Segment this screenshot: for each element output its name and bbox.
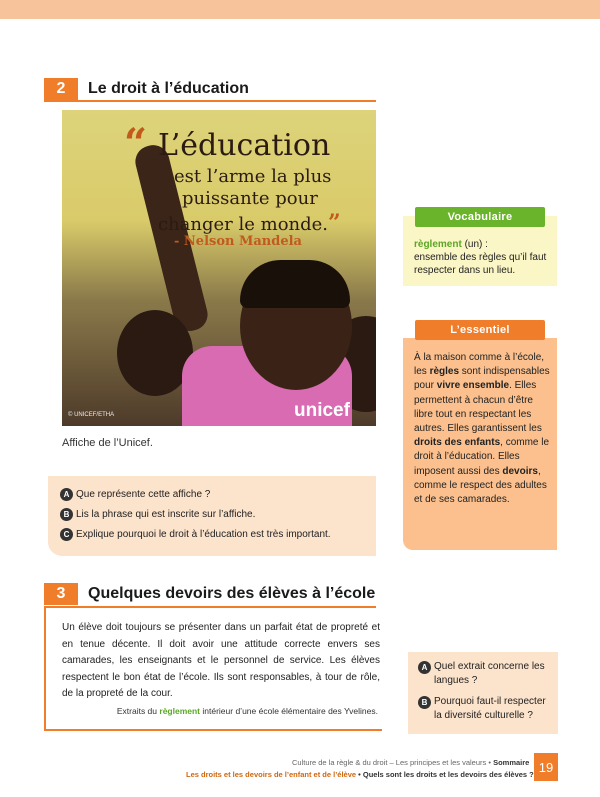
source-post: intérieur d’une école élémentaire des Yvelines. <box>200 706 378 716</box>
question-b <box>60 508 255 521</box>
letter-b-icon: B <box>418 696 431 709</box>
poster-quote-line-4 <box>158 210 341 236</box>
footer-chapter <box>186 770 534 779</box>
essential-tag: L’essentiel <box>415 320 545 340</box>
quote-open-mark: “ <box>124 120 148 167</box>
essential-bold: règles <box>429 366 460 378</box>
child-hair <box>240 260 350 308</box>
letter-a-icon: A <box>418 661 431 674</box>
poster-quote-line-1: L’éducation <box>158 128 331 163</box>
vocabulary-tag: Vocabulaire <box>415 207 545 227</box>
essential-part: À la maison comme à l’école, les <box>414 352 545 378</box>
question-b <box>418 695 553 723</box>
unicef-poster <box>62 110 376 426</box>
summary-link[interactable]: Sommaire <box>493 758 530 767</box>
section-3-left-rule <box>44 607 46 731</box>
footer-breadcrumb-text: Culture de la règle & du droit – Les principes et les valeurs • <box>292 758 494 767</box>
section-2-header <box>44 78 249 100</box>
rules-excerpt: Un élève doit toujours se présenter dans un parfait état de propreté et en tenue décente. Il doit avoir une attitude correcte envers ses camarades, les enseignants et le personnel de service. Les élèves respectent le bon état de l’école. Ils sont responsables, à tour de rôle, de la propreté de la cour. <box>62 622 380 699</box>
source-pre: Extraits du <box>116 706 160 716</box>
question-c <box>60 528 331 541</box>
section-3-header <box>44 583 375 605</box>
section-3-bottom-rule <box>44 729 382 731</box>
source-term: règlement <box>159 706 201 716</box>
section-2-title: Le droit à l’éducation <box>88 80 249 97</box>
section-3-rule <box>44 606 376 608</box>
essential-bold: droits des enfants <box>414 437 501 449</box>
question-a <box>418 660 553 688</box>
essential-part: sont indispensables pour <box>414 366 550 392</box>
section-3-number: 3 <box>44 583 78 605</box>
vocabulary-term: règlement <box>414 239 462 250</box>
excerpt-source <box>62 706 378 716</box>
quote-close-mark: ” <box>328 210 341 236</box>
question-text: Lis la phrase qui est inscrite sur l’affiche. <box>76 509 256 520</box>
essential-part: , comme le respect des adultes et de ses camarades. <box>414 465 547 506</box>
poster-caption: Affiche de l’Unicef. <box>62 437 153 449</box>
vocabulary-definition: ensemble des règles qu’il faut respecter dans un lieu. <box>414 252 547 276</box>
top-band <box>0 0 600 19</box>
poster-quote-line-3: puissante pour <box>182 188 318 209</box>
page-number: 19 <box>534 753 558 781</box>
poster-author: - Nelson Mandela <box>174 234 302 249</box>
essential-bold: vivre ensemble <box>436 380 510 392</box>
section-2-rule <box>44 100 376 102</box>
essential-part: . Elles permettent à chacun d’être libre tout en respectant les autres. Elles garantissent les <box>414 380 542 435</box>
vocabulary-text <box>414 238 554 277</box>
poster-quote-line-2: est l’arme la plus <box>174 166 332 187</box>
question-a <box>60 488 210 501</box>
unicef-logo: unicef <box>294 400 350 421</box>
poster-credit: © UNICEF/ETHA <box>68 412 115 418</box>
section-2-number: 2 <box>44 78 78 100</box>
essential-text <box>414 351 554 507</box>
letter-a-icon: A <box>60 488 73 501</box>
footer-breadcrumb <box>292 758 529 767</box>
footer-chapter-title: Les droits et les devoirs de l’enfant et de l’élève <box>186 770 357 779</box>
footer-chapter-subtitle: • Quels sont les droits et les devoirs des élèves ? <box>356 770 534 779</box>
question-text: Pourquoi faut-il respecter la diversité culturelle ? <box>434 696 546 721</box>
vocabulary-gender: (un) : <box>461 239 488 250</box>
essential-bold: devoirs <box>502 465 538 477</box>
letter-b-icon: B <box>60 508 73 521</box>
question-text: Que représente cette affiche ? <box>76 489 211 500</box>
question-text: Explique pourquoi le droit à l’éducation est très important. <box>76 529 331 540</box>
poster-quote-line-4-text: changer le monde. <box>158 214 329 235</box>
section-3-title: Quelques devoirs des élèves à l’école <box>88 585 376 602</box>
letter-c-icon: C <box>60 528 73 541</box>
essential-part: , comme le droit à l’éducation. Elles imposent aussi des <box>414 437 550 477</box>
question-text: Quel extrait concerne les langues ? <box>434 661 545 686</box>
